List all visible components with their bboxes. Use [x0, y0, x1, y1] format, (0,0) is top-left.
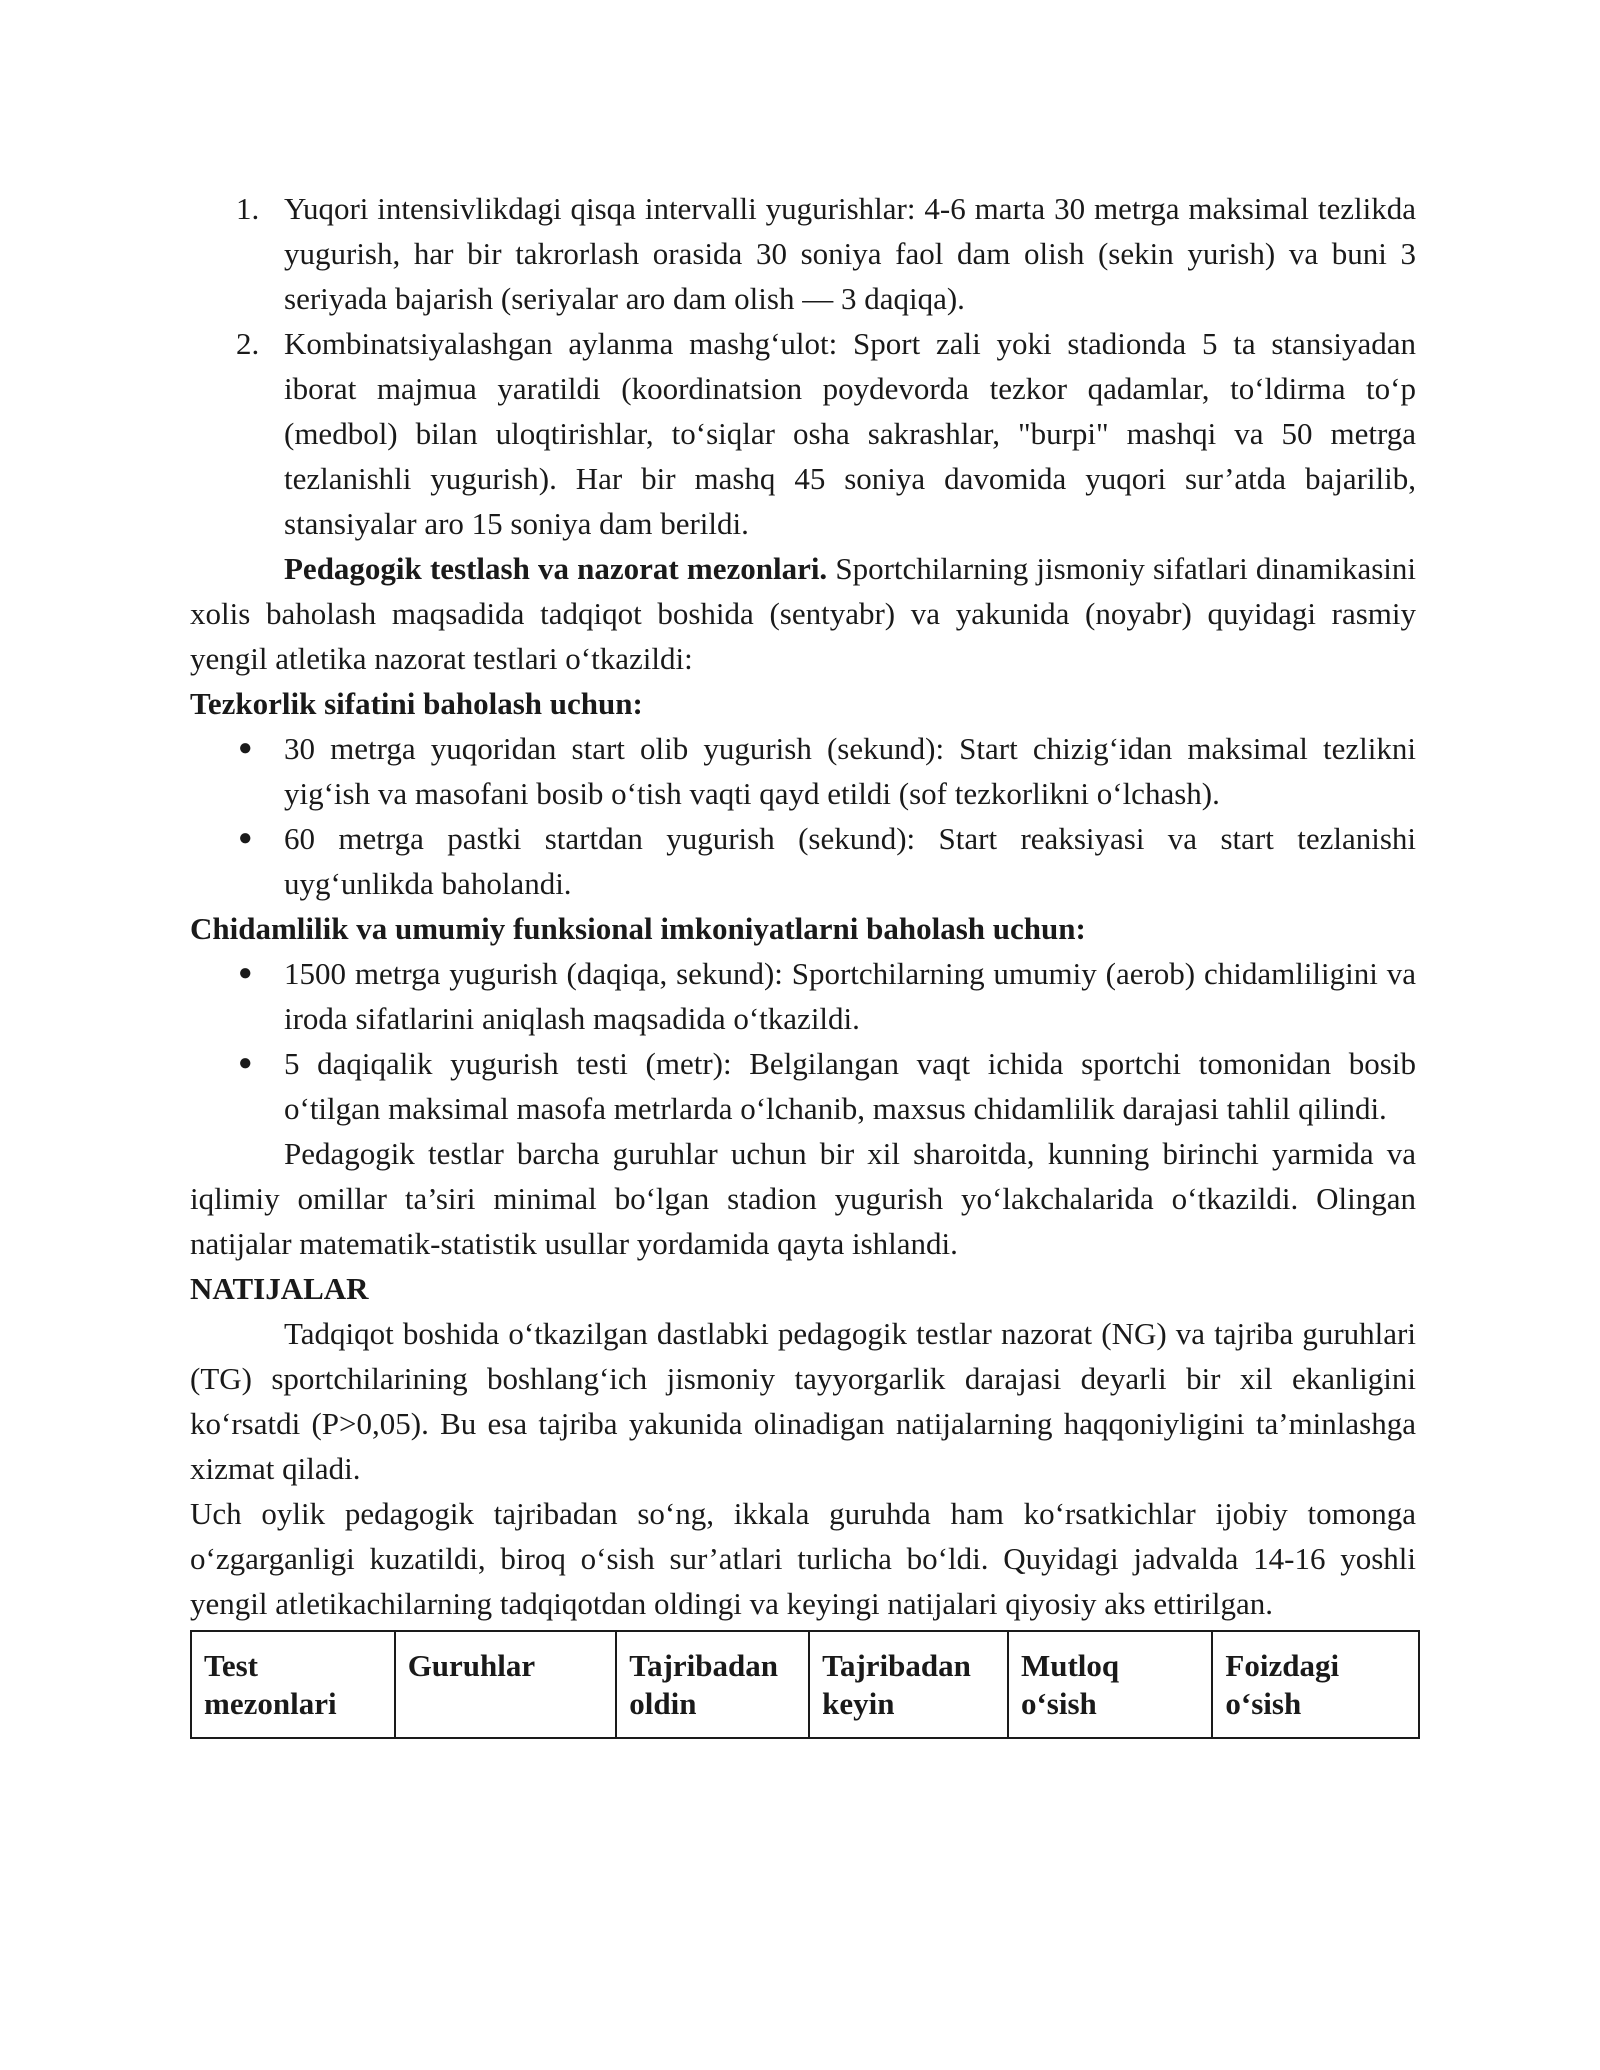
table-header-cell: Guruhlar: [395, 1631, 617, 1738]
list-number: 2.: [236, 326, 260, 361]
bullet-icon: ●: [238, 735, 253, 761]
table-header-cell: Mutloq o‘sish: [1008, 1631, 1212, 1738]
table-header-cell: Test mezonlari: [191, 1631, 395, 1738]
speed-heading: Tezkorlik sifatini baholash uchun:: [190, 686, 643, 721]
results-paragraph: Tadqiqot boshida o‘tkazilgan dastlabki pedagogik testlar nazorat (NG) va tajriba guruhlari (TG) sportchilarining boshlang‘ich jismoniy tayyorgarlik darajasi deyarli bir xil ekanligini ko‘rsatdi (P>0,05). Bu esa tajriba yakunida olinadigan natijalarning haqqoniyligini ta’minlashga xizmat qiladi.: [190, 1316, 1416, 1486]
list-item: [238, 726, 1416, 816]
document-page: [190, 186, 1416, 1739]
list-item: [236, 186, 1416, 321]
table-header-row: [191, 1631, 1419, 1738]
results-table: [190, 1630, 1420, 1739]
bullet-icon: ●: [238, 1050, 253, 1076]
endurance-tests-list: [190, 951, 1416, 1131]
results-heading: NATIJALAR: [190, 1271, 369, 1306]
list-item-text: 30 metrga yuqoridan start olib yugurish (sekund): Start chizig‘idan maksimal tezlikni yig‘ish va masofani bosib o‘tish vaqti qayd etildi (sof tezkorlikni o‘lchash).: [284, 731, 1416, 811]
bullet-icon: ●: [238, 825, 253, 851]
table-header-cell: Foizdagi o‘sish: [1212, 1631, 1419, 1738]
speed-tests-list: [190, 726, 1416, 906]
list-item: [238, 816, 1416, 906]
list-item-text: Yuqori intensivlikdagi qisqa intervalli yugurishlar: 4-6 marta 30 metrga maksimal tezlikda yugurish, har bir takrorlash orasida 30 soniya faol dam olish (sekin yurish) va buni 3 seriyada bajarish (seriyalar aro dam olish — 3 daqiqa).: [284, 191, 1416, 316]
conditions-paragraph: Pedagogik testlar barcha guruhlar uchun bir xil sharoitda, kunning birinchi yarmida va iqlimiy omillar ta’siri minimal bo‘lgan stadion yugurish yo‘lakchalarida o‘tkazildi. Olingan natijalar matematik-statistik usullar yordamida qayta ishlandi.: [190, 1136, 1416, 1261]
results-paragraph: Uch oylik pedagogik tajribadan so‘ng, ikkala guruhda ham ko‘rsatkichlar ijobiy tomonga o‘zgarganligi kuzatildi, biroq o‘sish sur’atlari turlicha bo‘ldi. Quyidagi jadvalda 14-16 yoshli yengil atletikachilarning tadqiqotdan oldingi va keyingi natijalari qiyosiy aks ettirilgan.: [190, 1496, 1416, 1621]
bullet-icon: ●: [238, 960, 253, 986]
list-item: [236, 321, 1416, 546]
testing-paragraph: [190, 546, 1416, 681]
list-item-text: 5 daqiqalik yugurish testi (metr): Belgilangan vaqt ichida sportchi tomonidan bosib o‘tilgan maksimal masofa metrlarda o‘lchanib, maxsus chidamlilik darajasi tahlil qilindi.: [284, 1046, 1416, 1126]
testing-paragraph-text: Sportchilarning jismoniy sifatlari dinamikasini xolis baholash maqsadida tadqiqot boshida (sentyabr) va yakunida (noyabr) quyidagi rasmiy yengil atletika nazorat testlari o‘tkazildi:: [190, 551, 1416, 676]
table-header-cell: Tajribadan oldin: [616, 1631, 809, 1738]
training-methods-list: [190, 186, 1416, 546]
list-item-text: Kombinatsiyalashgan aylanma mashg‘ulot: Sport zali yoki stadionda 5 ta stansiyadan iborat majmua yaratildi (koordinatsion poydevorda tezkor qadamlar, to‘ldirma to‘p (medbol) bilan uloqtirishlar, to‘siqlar osha sakrashlar, "burpi" mashqi va 50 metrga tezlanishli yugurish). Har bir mashq 45 soniya davomida yuqori sur’atda bajarilib, stansiyalar aro 15 soniya dam berildi.: [284, 326, 1416, 541]
table-header-cell: Tajribadan keyin: [809, 1631, 1008, 1738]
endurance-heading: Chidamlilik va umumiy funksional imkoniyatlarni baholash uchun:: [190, 911, 1086, 946]
list-item-text: 1500 metrga yugurish (daqiqa, sekund): Sportchilarning umumiy (aerob) chidamliligini va iroda sifatlarini aniqlash maqsadida o‘tkazildi.: [284, 956, 1416, 1036]
testing-paragraph-lead: Pedagogik testlash va nazorat mezonlari.: [284, 551, 828, 586]
list-item: [238, 1041, 1416, 1131]
list-number: 1.: [236, 191, 260, 226]
list-item-text: 60 metrga pastki startdan yugurish (sekund): Start reaksiyasi va start tezlanishi uyg‘unlikda baholandi.: [284, 821, 1416, 901]
list-item: [238, 951, 1416, 1041]
